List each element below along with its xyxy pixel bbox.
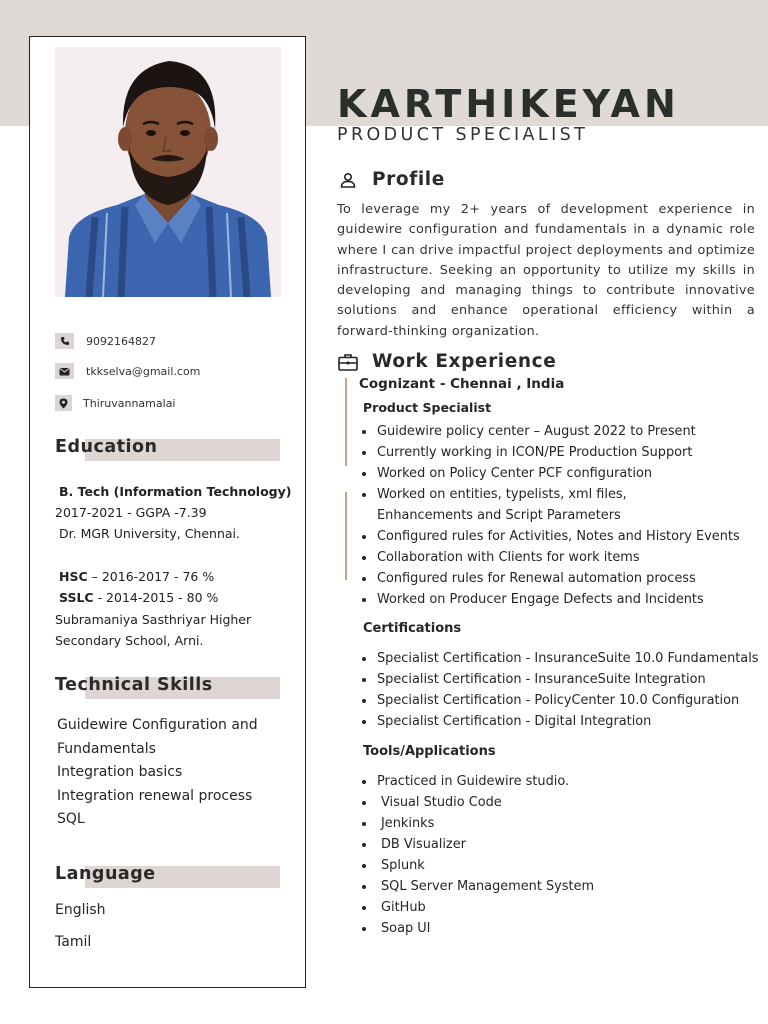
skills-heading: Technical Skills bbox=[55, 675, 213, 695]
contact-phone bbox=[55, 333, 156, 349]
education-school-line2: Secondary School, Arni. bbox=[55, 633, 204, 648]
candidate-name: KARTHIKEYAN bbox=[337, 82, 680, 126]
education-university: Dr. MGR University, Chennai. bbox=[59, 526, 240, 541]
briefcase-icon bbox=[337, 353, 359, 371]
skill-item: Integration renewal process bbox=[57, 787, 253, 804]
list-item: Practiced in Guidewire studio. bbox=[361, 771, 594, 792]
education-heading: Education bbox=[55, 437, 157, 457]
tools-heading: Tools/Applications bbox=[363, 744, 496, 759]
timeline-line bbox=[345, 378, 347, 466]
list-item: Collaboration with Clients for work items bbox=[361, 547, 751, 568]
education-hsc: HSC – 2016-2017 - 76 % bbox=[59, 569, 215, 584]
skill-item: SQL bbox=[57, 811, 85, 827]
list-item: Specialist Certification - PolicyCenter 10.0 Configuration bbox=[361, 690, 759, 711]
education-school-line1: Subramaniya Sasthriyar Higher bbox=[55, 612, 252, 627]
work-role: Product Specialist bbox=[363, 400, 492, 415]
certifications-list bbox=[361, 648, 759, 732]
list-item: Soap UI bbox=[361, 918, 594, 939]
list-item: SQL Server Management System bbox=[361, 876, 594, 897]
profile-summary: To leverage my 2+ years of development experience in guidewire configuration and fundamentals in a dynamic role where I can drive impactful project deployments and optimize infrastructure. Seeking an opportunity to utilize my skills in developing and managing things to contribute innovative solutions and enhance operational efficiency within a forward-thinking organization. bbox=[337, 202, 755, 339]
location-text: Thiruvannamalai bbox=[83, 396, 176, 410]
profile-heading: Profile bbox=[337, 169, 445, 190]
list-item: Specialist Certification - InsuranceSuite 10.0 Fundamentals bbox=[361, 648, 759, 669]
list-item: DB Visualizer bbox=[361, 834, 594, 855]
profile-photo bbox=[55, 47, 281, 297]
list-item: Worked on entities, typelists, xml files, Enhancements and Script Parameters bbox=[361, 484, 721, 526]
contact-location bbox=[55, 395, 176, 411]
language-heading: Language bbox=[55, 864, 156, 884]
candidate-title: PRODUCT SPECIALIST bbox=[337, 125, 589, 145]
work-bullets bbox=[361, 421, 751, 610]
language-item: Tamil bbox=[55, 934, 92, 950]
phone-number: 9092164827 bbox=[86, 334, 156, 348]
skills-list bbox=[57, 714, 258, 832]
phone-icon bbox=[55, 333, 74, 349]
list-item: Visual Studio Code bbox=[361, 792, 594, 813]
list-item: Worked on Policy Center PCF configuration bbox=[361, 463, 751, 484]
list-item: Guidewire policy center – August 2022 to Present bbox=[361, 421, 751, 442]
list-item: Worked on Producer Engage Defects and Incidents bbox=[361, 589, 751, 610]
list-item: Configured rules for Activities, Notes and History Events bbox=[361, 526, 751, 547]
list-item: Currently working in ICON/PE Production Support bbox=[361, 442, 751, 463]
list-item: GitHub bbox=[361, 897, 594, 918]
education-degree: B. Tech (Information Technology) bbox=[59, 484, 292, 499]
contact-email bbox=[55, 363, 200, 379]
education-sslc: SSLC - 2014-2015 - 80 % bbox=[59, 590, 219, 605]
list-item: Configured rules for Renewal automation process bbox=[361, 568, 751, 589]
work-heading: Work Experience bbox=[337, 351, 556, 372]
location-pin-icon bbox=[55, 395, 72, 411]
tools-list bbox=[361, 771, 594, 939]
envelope-icon bbox=[55, 363, 74, 379]
skill-item: Integration basics bbox=[57, 764, 183, 780]
email-address: tkkselva@gmail.com bbox=[86, 364, 201, 378]
sidebar bbox=[29, 36, 306, 988]
skill-item: Guidewire Configuration and bbox=[57, 717, 258, 733]
list-item: Splunk bbox=[361, 855, 594, 876]
list-item: Specialist Certification - Digital Integration bbox=[361, 711, 759, 732]
skill-item: Fundamentals bbox=[57, 740, 156, 757]
certifications-heading: Certifications bbox=[363, 621, 462, 636]
education-degree-years: 2017-2021 - GGPA -7.39 bbox=[55, 505, 207, 520]
list-item: Jenkinks bbox=[361, 813, 594, 834]
timeline-line bbox=[345, 492, 347, 580]
list-item: Specialist Certification - InsuranceSuite Integration bbox=[361, 669, 759, 690]
person-icon bbox=[337, 172, 359, 188]
language-item: English bbox=[55, 902, 106, 918]
company-name: Cognizant - Chennai , India bbox=[359, 376, 565, 392]
